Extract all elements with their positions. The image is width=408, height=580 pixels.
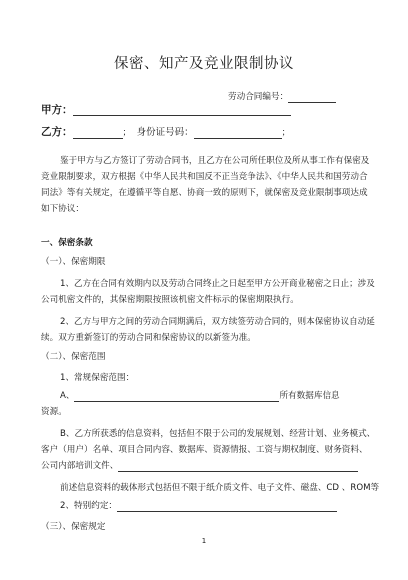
- id-number-blank[interactable]: [194, 129, 282, 139]
- intro-line-3: 同法》等有关规定，在遵循平等自愿、协商一致的原则下，就保密及竞业限制事项达成: [41, 188, 368, 198]
- term-para-2-line-1: 2、乙方与甲方之间的劳动合同期满后，双方续签劳动合同的，则本保密协议自动延: [60, 317, 375, 327]
- term-para-1-line-2: 公司机密文件的，其保密期限按照该机密文件标示的保密期限执行。: [41, 295, 299, 305]
- party-a-label: 甲方：: [41, 104, 73, 116]
- term-para-1-line-1: 1、乙方在合同有效期内以及劳动合同终止之日起至甲方公开商业秘密之日止；涉及: [60, 279, 375, 289]
- scope-item-a-cont: 资源。: [41, 407, 67, 417]
- party-b-semicolon: ；: [122, 128, 132, 138]
- subsection-scope: （二）、保密范围: [41, 352, 106, 362]
- party-a-row: [41, 105, 291, 116]
- scope-item-a-prefix: A、: [60, 391, 75, 401]
- document-title: 保密、知产及竞业限制协议: [114, 56, 294, 72]
- special-agreement-label: 2、特别约定：: [60, 501, 118, 511]
- scope-item-a-blank[interactable]: [74, 392, 279, 402]
- special-agreement-blank[interactable]: [117, 502, 337, 512]
- scope-item-a: [60, 391, 340, 402]
- party-b-blank[interactable]: [73, 129, 123, 139]
- scope-item-b-line-2: 客户（用户）名单、项目合同内容、数据库、资源情报、工资与期权制度、财务资料、: [41, 445, 368, 455]
- carrier-forms: 前述信息资料的载体形式包括但不限于纸介质文件、电子文件、磁盘、CD 、ROM等: [60, 483, 380, 493]
- section-heading-confidentiality: 一、保密条款: [41, 238, 93, 248]
- id-number-label: 身份证号码：: [136, 127, 194, 138]
- special-agreement-row: [60, 501, 337, 512]
- party-b-row: [41, 127, 290, 139]
- scope-item-b-line-1: B、乙方所获悉的信息资料，包括但不限于公司的发展规划、经营计划、业务模式、: [60, 429, 376, 439]
- contract-number-row: [228, 92, 336, 103]
- party-a-blank[interactable]: [73, 106, 291, 116]
- intro-line-2: 竞业限制要求，双方根据《中华人民共和国反不正当竞争法》、《中华人民共和国劳动合: [41, 172, 368, 182]
- contract-number-label: 劳动合同编号：: [228, 92, 289, 102]
- intro-line-1: 鉴于甲方与乙方签订了劳动合同书，且乙方在公司所任职位及所从事工作有保密及: [60, 156, 370, 166]
- scope-item-b-line-3: [41, 461, 358, 472]
- id-semicolon: ；: [281, 128, 291, 138]
- intro-line-4: 如下协议：: [41, 204, 84, 214]
- subsection-term: （一）、保密期限: [41, 257, 106, 267]
- scope-item-b-line-3-text: 公司内部培训文件、: [41, 461, 119, 471]
- page-number: 1: [201, 537, 207, 545]
- party-b-label: 乙方：: [41, 126, 73, 138]
- contract-number-blank[interactable]: [288, 93, 336, 103]
- scope-item-b-blank[interactable]: [118, 462, 358, 472]
- subsection-rules: （三）、保密规定: [41, 522, 106, 532]
- scope-item-a-suffix: 所有数据库信息: [279, 391, 340, 401]
- scope-item-1: 1、常规保密范围：: [60, 373, 135, 383]
- term-para-2-line-2: 续。双方重新签订的劳动合同和保密协议的以新签为准。: [41, 333, 256, 343]
